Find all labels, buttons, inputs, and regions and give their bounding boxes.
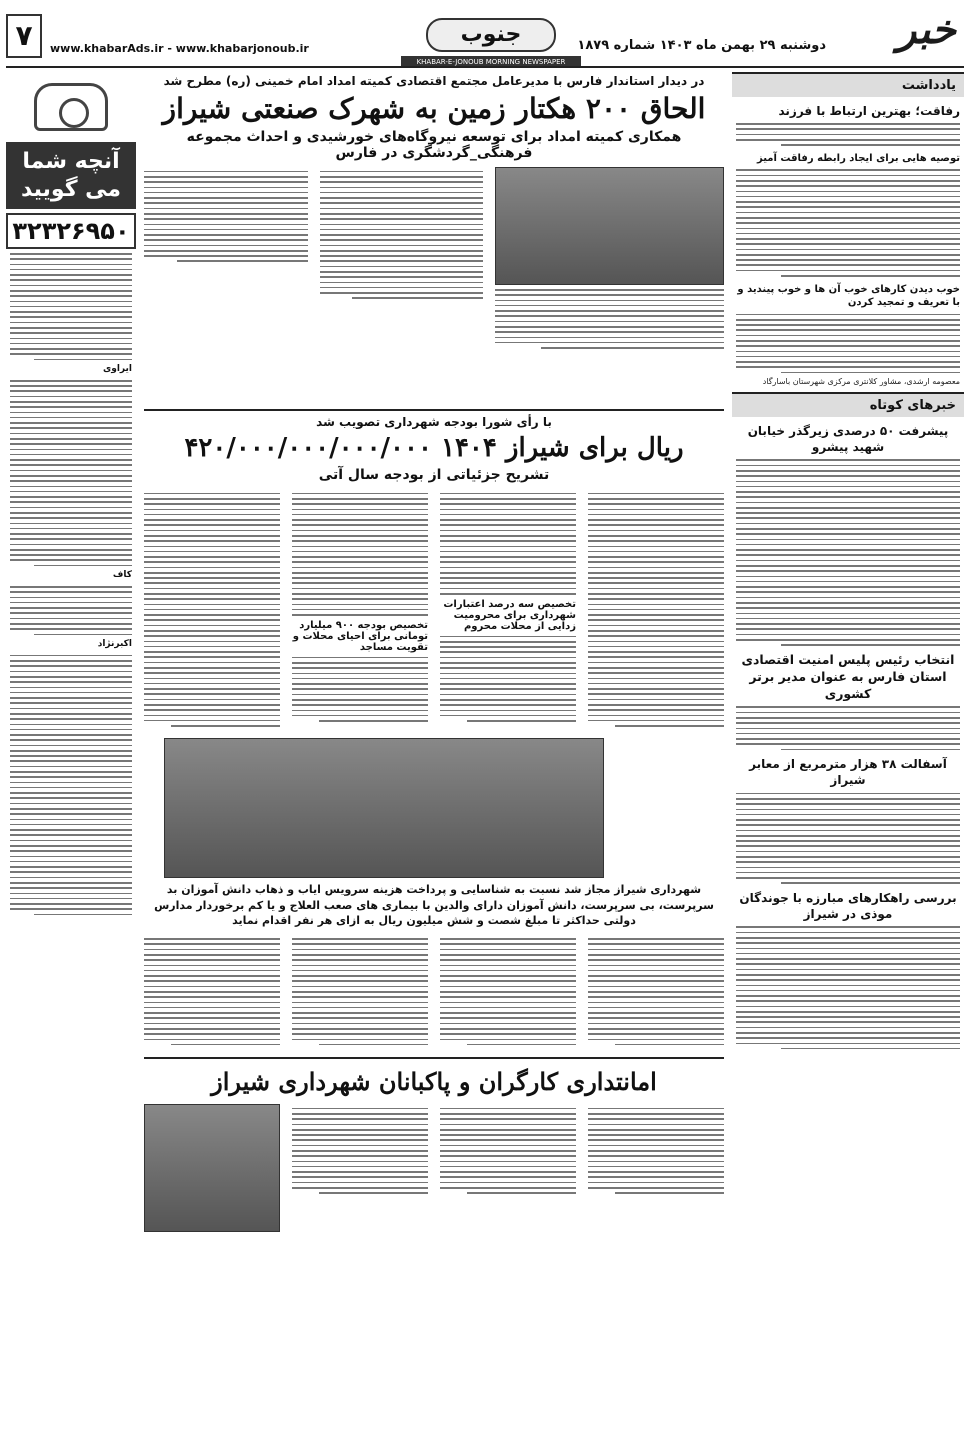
council-meeting-photo bbox=[164, 738, 604, 878]
website-url[interactable]: www.khabarAds.ir - www.khabarjonoub.ir bbox=[50, 42, 309, 55]
page-number: ۷ bbox=[6, 14, 42, 58]
reader-comments-title: آنچه شما می گویید bbox=[6, 142, 136, 209]
note-subhead-2: خوب دیدن کارهای خوب آن ها و خوب پیندید و با تعریف و تمجید کردن bbox=[737, 283, 960, 309]
note-body bbox=[736, 123, 960, 146]
story-2-subheadline: تشریح جزئیاتی از بودجه سال آتی bbox=[318, 467, 550, 483]
short-news-4-body bbox=[736, 926, 960, 1049]
story-3-headline: امانتداری کارگران و پاکبانان شهرداری شیراز bbox=[211, 1067, 657, 1097]
note-headline: رفاقت؛ بهترین ارتباط با فرزند bbox=[778, 104, 960, 118]
reader-comment-1 bbox=[10, 253, 132, 360]
short-news-2-body bbox=[736, 706, 960, 750]
note-section-title: یادداشت bbox=[732, 72, 964, 97]
story-1-headline: الحاق ۲۰۰ هکتار زمین به شهرک صنعتی شیراز bbox=[162, 92, 706, 125]
short-news-title: خبرهای کوتاه bbox=[732, 392, 964, 417]
right-column bbox=[732, 72, 964, 1428]
story-1-photo bbox=[495, 167, 724, 285]
story-3-portrait-photo bbox=[144, 1104, 280, 1232]
story-2-body bbox=[144, 489, 724, 730]
note-subhead: توصیه هایی برای ایجاد رابطه رفاقت آمیز bbox=[757, 152, 960, 164]
logo-text: خبر bbox=[897, 6, 956, 53]
story-2-headline: ۴۲۰/۰۰۰/۰۰۰/۰۰۰/۰۰۰ ریال برای شیراز ۱۴۰۴ bbox=[184, 433, 684, 463]
main-stories bbox=[144, 72, 724, 1428]
short-news-4-headline: بررسی راهکارهای مبارزه با جوندگان موذی در شیراز bbox=[739, 891, 957, 922]
short-news-2-headline: انتخاب رئیس پلیس امنیت اقتصادی استان فارس به عنوان مدیر برتر کشوری bbox=[741, 651, 955, 701]
note-body-2 bbox=[736, 169, 960, 276]
story-2-continued bbox=[144, 935, 724, 1050]
telephone-icon bbox=[6, 72, 136, 142]
reader-comment-1-author: ایراوی bbox=[103, 363, 132, 374]
reader-phone-number[interactable]: ۳۲۳۲۶۹۵۰ bbox=[6, 213, 136, 249]
reader-comment-3 bbox=[10, 586, 132, 635]
dateline: دوشنبه ۲۹ بهمن ماه ۱۴۰۳ شماره ۱۸۷۹ bbox=[577, 38, 826, 53]
story-2-kicker: با رأی شورا بودجه شهرداری تصویب شد bbox=[316, 415, 552, 429]
story-1-body bbox=[144, 167, 724, 403]
note-body-3 bbox=[736, 314, 960, 374]
short-news-3-body bbox=[736, 793, 960, 884]
section-name: جنوب bbox=[426, 18, 556, 52]
story-2-subhead-1: تخصیص سه درصد اعتبارات شهرداری برای محرومیت زدایی از محلات محروم bbox=[443, 598, 576, 632]
story-2-subhead-2: تخصیص بودجه ۹۰۰ میلیارد تومانی برای احیای محلات و تقویت مساجد bbox=[292, 619, 428, 653]
header-rule bbox=[6, 66, 964, 68]
paper-english-name: KHABAR-E-JONOUB MORNING NEWSPAPER bbox=[401, 56, 581, 68]
left-column bbox=[6, 72, 136, 1428]
masthead bbox=[6, 8, 964, 64]
short-news-1-headline: پیشرفت ۵۰ درصدی زیرگذر خیابان شهید پیشرو bbox=[747, 424, 949, 455]
reader-comment-2 bbox=[10, 380, 132, 566]
newspaper-logo bbox=[834, 8, 964, 56]
story-1-kicker: در دیدار استاندار فارس با مدیرعامل مجتمع اقتصادی کمیته امداد امام خمینی (ره) مطرح شد bbox=[163, 74, 705, 88]
short-news-1-body bbox=[736, 459, 960, 645]
short-news-3-headline: آسفالت ۳۸ هزار مترمربع از معابر شیراز bbox=[749, 757, 947, 788]
reader-comment-4 bbox=[10, 655, 132, 915]
photo-caption: شهرداری شیراز مجاز شد نسبت به شناسایی و پرداخت هزینه سرویس ایاب و ذهاب دانش آموزان بد سرپرست، بی سرپرست، دانش آموزان دارای والدین با بیماری های صعب العلاج و یا کم برخوردار مدارس دولتی حداکثر تا مبلغ شصت و شش میلیون ریال به ازای هر نفر اقدام نماید bbox=[154, 883, 714, 928]
reader-comment-3-author: اکبرنژاد bbox=[97, 638, 132, 649]
story-1-subheadline: همکاری کمیته امداد برای توسعه نیروگاه‌های خورشیدی و احداث مجموعه فرهنگی_گردشگری در فارس bbox=[186, 129, 682, 161]
note-author: معصومه ارشدی، مشاور کلانتری مرکزی شهرستان باسارگاد bbox=[762, 377, 960, 386]
story-3-body bbox=[144, 1104, 724, 1232]
reader-comment-2-author: کاف bbox=[112, 570, 132, 581]
